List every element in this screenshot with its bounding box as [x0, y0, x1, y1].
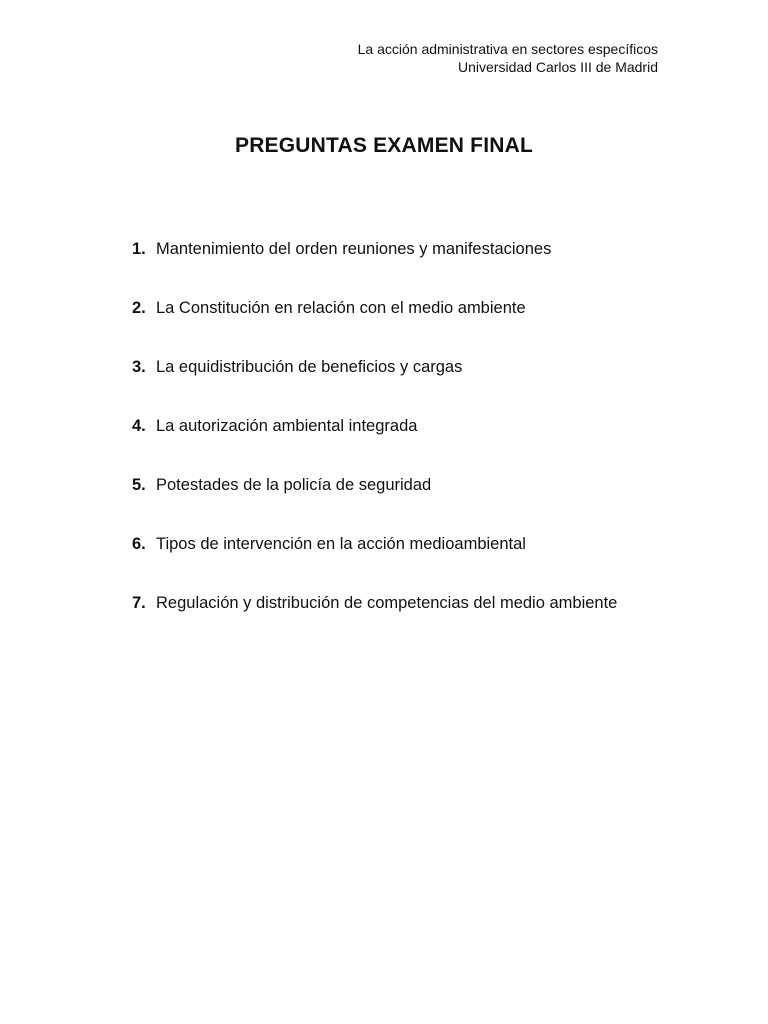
question-text: La Constitución en relación con el medio ambiente	[156, 299, 526, 317]
question-item-7	[132, 590, 617, 649]
question-number: 1.	[132, 240, 146, 258]
question-number: 2.	[132, 299, 146, 317]
question-text: La equidistribución de beneficios y cargas	[156, 358, 463, 376]
question-text: Regulación y distribución de competencias del medio ambiente	[156, 594, 618, 612]
question-list	[132, 236, 617, 649]
header-course-title: La acción administrativa en sectores específicos	[357, 41, 658, 57]
question-item-6	[132, 531, 617, 590]
question-text: Tipos de intervención en la acción medioambiental	[156, 535, 526, 553]
document-header	[358, 40, 658, 76]
question-number: 7.	[132, 594, 146, 612]
question-text: La autorización ambiental integrada	[156, 417, 418, 435]
question-item-4	[132, 413, 617, 472]
question-item-5	[132, 472, 617, 531]
question-number: 4.	[132, 417, 146, 435]
question-item-3	[132, 354, 617, 413]
page-title: PREGUNTAS EXAMEN FINAL	[234, 134, 534, 157]
question-item-1	[132, 236, 617, 295]
question-number: 3.	[132, 358, 146, 376]
question-text: Mantenimiento del orden reuniones y manifestaciones	[156, 240, 552, 258]
question-item-2	[132, 295, 617, 354]
question-number: 5.	[132, 476, 146, 494]
header-university: Universidad Carlos III de Madrid	[458, 59, 658, 75]
question-text: Potestades de la policía de seguridad	[156, 476, 432, 494]
question-number: 6.	[132, 535, 146, 553]
